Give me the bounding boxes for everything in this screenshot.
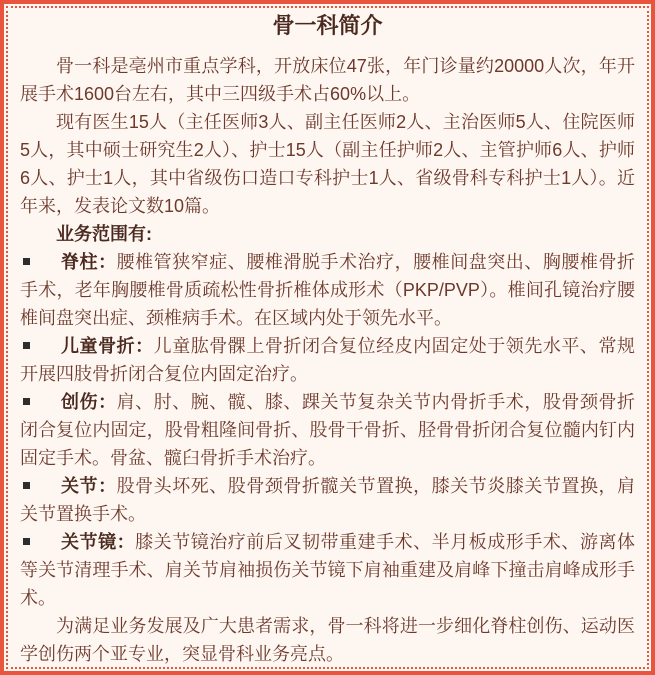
bullet-square-icon [23,258,30,265]
overview-paragraph: 骨一科是亳州市重点学科，开放床位47张，年门诊量约20000人次，年开展手术1600台左右，其中三四级手术占60%以上。 [20,56,635,104]
service-term: 关节： [61,476,117,496]
service-item-joint [20,472,635,528]
service-item-spine [20,248,635,332]
service-term: 关节镜： [61,532,136,552]
service-term: 儿童骨折： [61,336,154,356]
bullet-square-icon [23,398,30,405]
dotted-inner-border [6,6,649,669]
service-desc: 膝关节镜治疗前后叉韧带重建手术、半月板成形手术、游离体等关节清理手术、肩关节肩袖损伤关节镜下肩袖重建及肩峰下撞击肩峰成形手术。 [20,532,636,608]
staff-paragraph: 现有医生15人（主任医师3人、副主任医师2人、主治医师5人、住院医师5人，其中硕士研究生2人）、护士15人（副主任护师2人、主管护师6人、护师6人、护士1人，其中省级伤口造口专科护士1人、省级骨科专科护士1人）。近年来，发表论文数10篇。 [20,112,635,216]
service-term: 创伤： [61,392,117,412]
services-list [20,248,635,612]
service-term: 脊柱： [61,252,117,272]
service-item-trauma [20,388,635,472]
service-desc: 腰椎管狭窄症、腰椎滑脱手术治疗，腰椎间盘突出、胸腰椎骨折手术，老年胸腰椎骨质疏松性骨折椎体成形术（PKP/PVP）。椎间孔镜治疗腰椎间盘突出症、颈椎病手术。在区域内处于领先水平。 [20,252,636,328]
service-desc: 肩、肘、腕、髋、膝、踝关节复杂关节内骨折手术，股骨颈骨折闭合复位内固定，股骨粗隆间骨折、股骨干骨折、胫骨骨折闭合复位髓内钉内固定手术。骨盆、髋臼骨折手术治疗。 [20,392,636,468]
closing-paragraph: 为满足业务发展及广大患者需求，骨一科将进一步细化脊柱创伤、运动医学创伤两个亚专业，突显骨科业务亮点。 [20,616,635,664]
bullet-square-icon [23,538,30,545]
service-item-pediatric-fracture [20,332,635,388]
service-desc: 股骨头坏死、股骨颈骨折髋关节置换，膝关节炎膝关节置换，肩关节置换手术。 [20,476,636,524]
page-title: 骨一科简介 [272,13,383,38]
bullet-square-icon [23,482,30,489]
service-desc: 儿童肱骨髁上骨折闭合复位经皮内固定处于领先水平、常规开展四肢骨折闭合复位内固定治疗。 [20,336,636,384]
bullet-square-icon [23,342,30,349]
section-heading: 业务范围有: [56,224,152,244]
service-item-arthroscopy [20,528,635,612]
